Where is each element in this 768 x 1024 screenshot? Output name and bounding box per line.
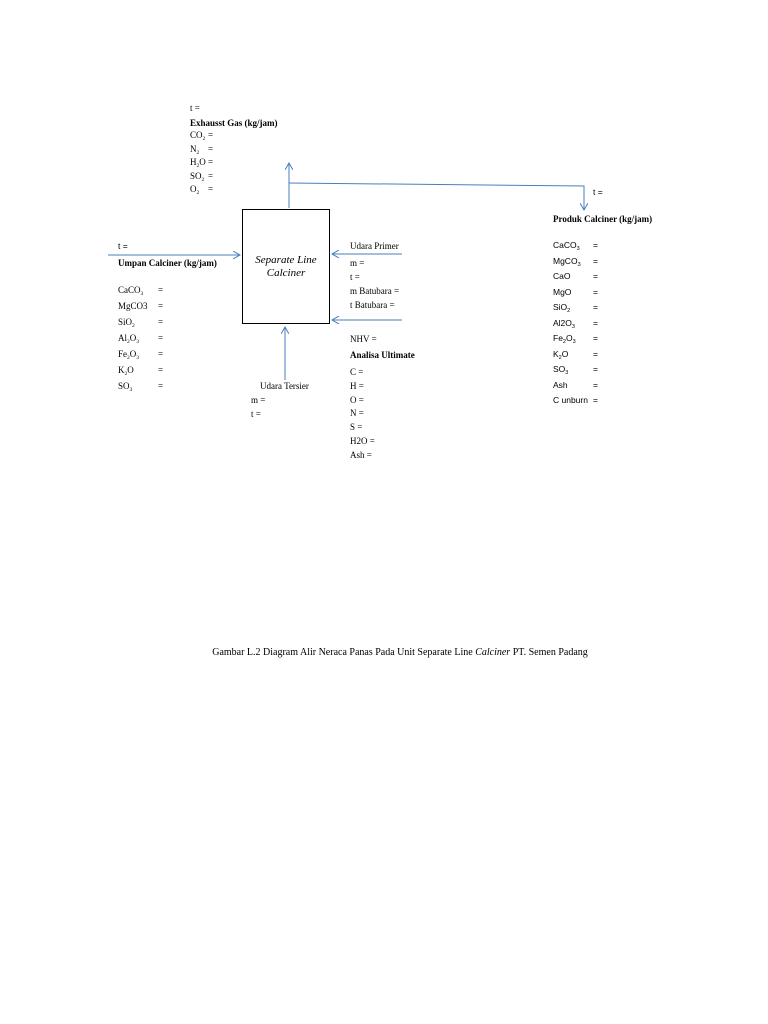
exhaust-compound: $SO_2$	[190, 170, 205, 183]
exhaust-row	[190, 130, 214, 142]
feed-compound: SiO$_2$	[118, 317, 135, 329]
product-row	[553, 348, 598, 361]
product-row	[553, 286, 598, 298]
primary-air-row: m =	[350, 258, 365, 268]
product-title: Produk Calciner (kg/jam)	[553, 214, 653, 224]
product-row	[553, 240, 598, 252]
figure-caption	[0, 647, 768, 658]
product-equals: =	[593, 240, 598, 250]
feed-equals: =	[158, 317, 164, 327]
nhv-label: NHV =	[350, 334, 377, 344]
exhaust-equals: =	[208, 170, 214, 181]
product-row	[553, 317, 598, 330]
product-compound: CaCO$_3$	[553, 240, 580, 252]
product-temp: t =	[593, 187, 603, 197]
primary-air-row: t =	[350, 272, 360, 282]
product-equals: =	[593, 317, 598, 328]
feed-equals: =	[158, 333, 164, 343]
exhaust-compound: $N_2$	[190, 143, 200, 156]
feed-equals: =	[158, 301, 164, 311]
product-compound: SiO$_2$	[553, 302, 571, 314]
product-equals: =	[593, 379, 598, 390]
product-row	[553, 379, 598, 391]
product-compound: $K_2O$	[553, 348, 569, 361]
exhaust-equals: =	[208, 143, 214, 154]
feed-row	[118, 301, 164, 312]
unit-label-line2: Calciner	[266, 267, 306, 279]
product-compound: $SO_3$	[553, 364, 569, 376]
ultimate-row: Ash =	[350, 449, 372, 460]
calciner-unit-box	[242, 209, 330, 324]
primary-air-row: t Batubara =	[350, 300, 395, 310]
feed-row	[118, 317, 164, 329]
ultimate-row: O =	[350, 394, 364, 405]
tertiary-air-title: Udara Tersier	[260, 381, 309, 391]
ultimate-row: H2O =	[350, 436, 375, 446]
ultimate-row: S =	[350, 422, 363, 433]
feed-equals: =	[158, 349, 164, 359]
product-equals: =	[593, 271, 598, 281]
exhaust-compound: $H_2O$	[190, 157, 206, 169]
exhaust-temp: t =	[190, 103, 200, 113]
primary-air-title: Udara Primer	[350, 241, 399, 251]
product-equals: =	[593, 364, 598, 374]
unit-label-line1: Separate Line	[255, 254, 317, 266]
feed-compound: $SO_3$	[118, 381, 133, 393]
product-equals: =	[593, 286, 598, 297]
caption-prefix: Gambar L.2 Diagram Alir Neraca Panas Pada Unit Separate Line	[212, 647, 476, 658]
product-compound: Ash	[553, 379, 568, 390]
product-compound: $Fe_2O_3$	[553, 333, 576, 345]
product-equals: =	[593, 302, 598, 312]
feed-row	[118, 365, 164, 377]
product-row	[553, 255, 598, 268]
product-row	[553, 271, 598, 282]
product-row	[553, 364, 598, 376]
feed-compound: CaCO$_3$	[118, 285, 144, 297]
feed-row	[118, 381, 164, 393]
feed-equals: =	[158, 285, 164, 295]
product-arrow	[289, 183, 584, 210]
exhaust-equals: =	[208, 130, 214, 140]
caption-italic: Calciner	[475, 647, 511, 658]
feed-compound: $Fe_2O_3$	[118, 349, 139, 361]
product-compound: MgO	[553, 286, 572, 297]
primary-air-row: m Batubara =	[350, 286, 400, 296]
feed-row	[118, 285, 164, 297]
feed-title: Umpan Calciner (kg/jam)	[118, 258, 217, 268]
exhaust-equals: =	[208, 157, 214, 167]
product-compound: C unburn	[553, 395, 588, 405]
product-row	[553, 395, 598, 406]
exhaust-title: Exhausst Gas (kg/jam)	[190, 118, 278, 128]
ultimate-row: C =	[350, 367, 364, 377]
product-equals: =	[593, 333, 598, 343]
product-row	[553, 333, 598, 345]
caption-suffix: PT. Semen Padang	[510, 647, 588, 658]
tertiary-air-row: t =	[251, 408, 261, 419]
product-equals: =	[593, 348, 598, 359]
feed-equals: =	[158, 365, 164, 375]
exhaust-row	[190, 170, 214, 183]
exhaust-row	[190, 143, 214, 156]
product-compound: MgCO$_3$	[553, 255, 581, 268]
exhaust-equals: =	[208, 184, 214, 194]
product-equals: =	[593, 395, 598, 405]
exhaust-compound: $CO_2$	[190, 130, 206, 142]
feed-compound: $Al_2O_3$	[118, 333, 139, 345]
feed-equals: =	[158, 381, 164, 391]
tertiary-air-row: m =	[251, 395, 266, 405]
feed-compound: MgCO3	[118, 301, 148, 311]
feed-row	[118, 349, 164, 361]
calciner-unit-label	[243, 254, 329, 280]
feed-compound: $K_2O$	[118, 365, 134, 377]
product-row	[553, 302, 598, 314]
exhaust-row	[190, 157, 214, 169]
product-compound: CaO	[553, 271, 571, 281]
feed-temp: t =	[118, 241, 128, 251]
product-equals: =	[593, 255, 598, 266]
feed-row	[118, 333, 164, 345]
exhaust-compound: $O_2$	[190, 184, 200, 196]
ultimate-row: N =	[350, 408, 364, 419]
ultimate-row: H =	[350, 380, 364, 391]
exhaust-row	[190, 184, 214, 196]
product-compound: $Al2O_3$	[553, 317, 575, 330]
ultimate-analysis-title: Analisa Ultimate	[350, 350, 415, 360]
